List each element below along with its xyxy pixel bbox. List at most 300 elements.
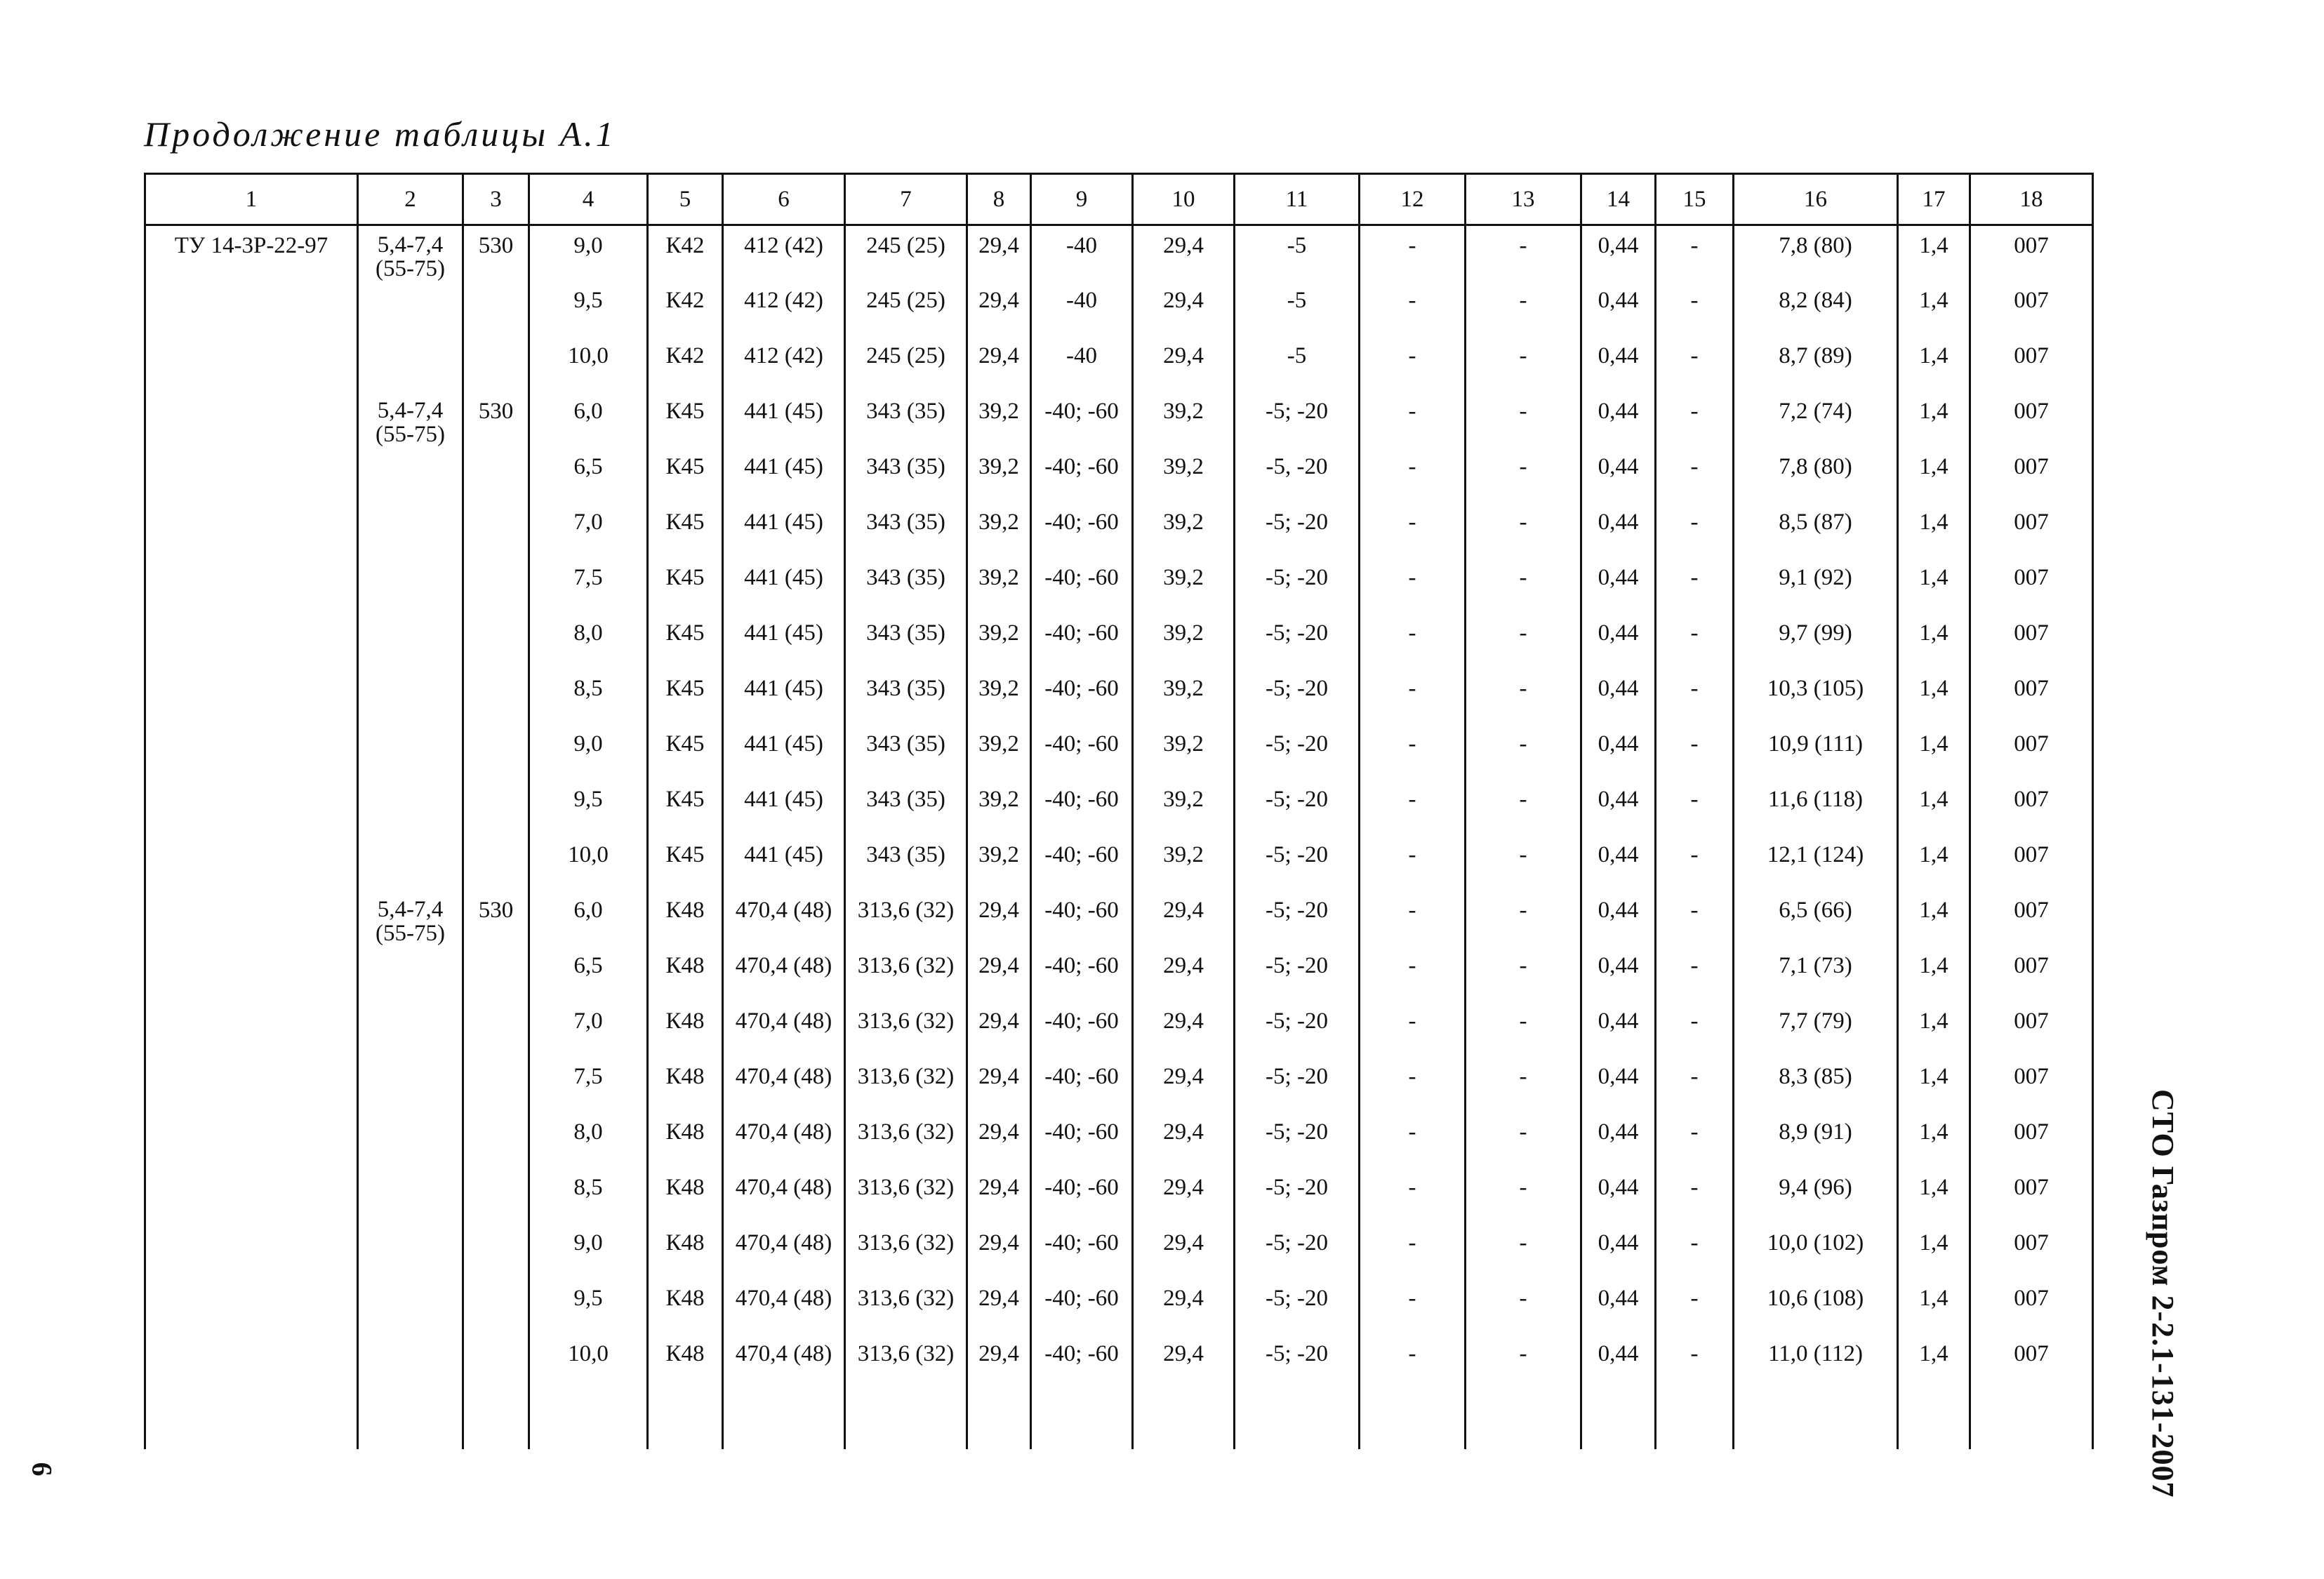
table-cell: 7,8 (80) bbox=[1734, 447, 1898, 502]
table-cell: 29,4 bbox=[1133, 1001, 1235, 1057]
table-cell: 1,4 bbox=[1898, 447, 1970, 502]
table-cell: 0,44 bbox=[1581, 835, 1656, 891]
table-cell: 29,4 bbox=[967, 946, 1031, 1001]
table-cell: 1,4 bbox=[1898, 613, 1970, 669]
table-cell: -40; -60 bbox=[1031, 1112, 1133, 1168]
table-cell: - bbox=[1466, 281, 1581, 336]
column-header: 16 bbox=[1734, 174, 1898, 225]
table-cell: 29,4 bbox=[1133, 1279, 1235, 1334]
table-cell: - bbox=[1360, 392, 1466, 447]
table-cell: 245 (25) bbox=[845, 281, 967, 336]
table-cell: 441 (45) bbox=[723, 558, 845, 613]
table-cell: - bbox=[1656, 1334, 1734, 1390]
table-cell: 0,44 bbox=[1581, 225, 1656, 281]
table-cell: - bbox=[1466, 447, 1581, 502]
table-cell: 29,4 bbox=[967, 336, 1031, 392]
table-cell: 313,6 (32) bbox=[845, 1057, 967, 1112]
table-cell: 470,4 (48) bbox=[723, 891, 845, 946]
table-cell: 29,4 bbox=[967, 1223, 1031, 1279]
table-cell: - bbox=[1656, 1279, 1734, 1334]
table-cell: -5; -20 bbox=[1235, 835, 1360, 891]
table-cell: 1,4 bbox=[1898, 502, 1970, 558]
table-cell: 39,2 bbox=[1133, 780, 1235, 835]
table-cell: - bbox=[1656, 281, 1734, 336]
table-cell: 0,44 bbox=[1581, 1057, 1656, 1112]
table-cell: 1,4 bbox=[1898, 835, 1970, 891]
table-cell: - bbox=[1466, 1334, 1581, 1390]
page-number: 6 bbox=[26, 1462, 58, 1477]
table-cell: -40; -60 bbox=[1031, 1168, 1133, 1223]
table-cell: - bbox=[1466, 780, 1581, 835]
table-cell: - bbox=[1360, 669, 1466, 724]
table-cell: -40; -60 bbox=[1031, 1057, 1133, 1112]
table-cell: -5; -20 bbox=[1235, 669, 1360, 724]
table-cell: 007 bbox=[1970, 1112, 2093, 1168]
table-cell: 1,4 bbox=[1898, 669, 1970, 724]
table-cell: 29,4 bbox=[1133, 1057, 1235, 1112]
table-cell: К45 bbox=[648, 502, 723, 558]
table-cell: -5; -20 bbox=[1235, 1057, 1360, 1112]
table-cell: -40; -60 bbox=[1031, 613, 1133, 669]
table-cell: -5; -20 bbox=[1235, 613, 1360, 669]
table-cell: 007 bbox=[1970, 1168, 2093, 1223]
table-cell: -40; -60 bbox=[1031, 558, 1133, 613]
table-cell: 29,4 bbox=[1133, 1223, 1235, 1279]
table-cell: - bbox=[1360, 780, 1466, 835]
table-body bbox=[145, 225, 2093, 1449]
table-cell: 29,4 bbox=[1133, 1112, 1235, 1168]
table-cell: -40 bbox=[1031, 225, 1133, 281]
table-cell: 39,2 bbox=[1133, 502, 1235, 558]
table-cell: - bbox=[1360, 502, 1466, 558]
table-cell: 11,6 (118) bbox=[1734, 780, 1898, 835]
table-cell: 7,5 bbox=[529, 1057, 648, 1112]
table-cell: - bbox=[1656, 558, 1734, 613]
table-cell: 9,5 bbox=[529, 780, 648, 835]
table-cell: -40; -60 bbox=[1031, 946, 1133, 1001]
table-cell: -5; -20 bbox=[1235, 392, 1360, 447]
table-cell: 470,4 (48) bbox=[723, 946, 845, 1001]
table-cell: -5; -20 bbox=[1235, 724, 1360, 780]
table-cell: 10,0 bbox=[529, 336, 648, 392]
table-cell: - bbox=[1656, 613, 1734, 669]
table-cell: 007 bbox=[1970, 835, 2093, 891]
table-cell: К48 bbox=[648, 1223, 723, 1279]
table-cell: 470,4 (48) bbox=[723, 1001, 845, 1057]
table-cell: 343 (35) bbox=[845, 669, 967, 724]
table-cell: 39,2 bbox=[1133, 724, 1235, 780]
header-row bbox=[145, 174, 2093, 225]
table-cell: -40; -60 bbox=[1031, 1223, 1133, 1279]
table-cell: 0,44 bbox=[1581, 281, 1656, 336]
table-cell: - bbox=[1656, 336, 1734, 392]
table-cell: 29,4 bbox=[967, 225, 1031, 281]
table-cell: 8,0 bbox=[529, 613, 648, 669]
table-cell: - bbox=[1360, 946, 1466, 1001]
empty-cell bbox=[845, 1390, 967, 1449]
table-cell: - bbox=[1466, 1112, 1581, 1168]
table-cell: 0,44 bbox=[1581, 1112, 1656, 1168]
table-cell: - bbox=[1466, 558, 1581, 613]
column-header: 1 bbox=[145, 174, 358, 225]
table-cell: 1,4 bbox=[1898, 281, 1970, 336]
empty-cell bbox=[1734, 1390, 1898, 1449]
table-cell: 8,9 (91) bbox=[1734, 1112, 1898, 1168]
table-cell: 10,0 (102) bbox=[1734, 1223, 1898, 1279]
table-cell: 0,44 bbox=[1581, 1001, 1656, 1057]
table-cell: 9,5 bbox=[529, 281, 648, 336]
table-cell: 313,6 (32) bbox=[845, 1223, 967, 1279]
table-cell: - bbox=[1360, 613, 1466, 669]
column-header: 2 bbox=[358, 174, 463, 225]
table-cell: К45 bbox=[648, 558, 723, 613]
table-cell: 39,2 bbox=[967, 835, 1031, 891]
table-cell: 245 (25) bbox=[845, 225, 967, 281]
column-header: 8 bbox=[967, 174, 1031, 225]
table-cell: К45 bbox=[648, 447, 723, 502]
table-cell: 6,0 bbox=[529, 392, 648, 447]
table-cell: - bbox=[1466, 613, 1581, 669]
table-cell: 29,4 bbox=[967, 1001, 1031, 1057]
table-cell: -40; -60 bbox=[1031, 780, 1133, 835]
table-cell: 007 bbox=[1970, 613, 2093, 669]
table-cell: -40 bbox=[1031, 281, 1133, 336]
table-row bbox=[145, 225, 2093, 281]
table-cell: 7,5 bbox=[529, 558, 648, 613]
table-cell: 007 bbox=[1970, 336, 2093, 392]
data-table-container bbox=[144, 173, 2094, 1449]
table-cell: 412 (42) bbox=[723, 336, 845, 392]
table-cell: - bbox=[1656, 780, 1734, 835]
table-cell: К48 bbox=[648, 1334, 723, 1390]
column-header: 3 bbox=[463, 174, 529, 225]
table-cell: - bbox=[1360, 447, 1466, 502]
table-cell: 39,2 bbox=[967, 780, 1031, 835]
table-cell: - bbox=[1656, 502, 1734, 558]
table-cell: 412 (42) bbox=[723, 281, 845, 336]
table-cell: -40; -60 bbox=[1031, 1279, 1133, 1334]
table-cell: 29,4 bbox=[1133, 891, 1235, 946]
table-cell: 441 (45) bbox=[723, 724, 845, 780]
diameter-cell: 530 bbox=[463, 891, 529, 1449]
table-cell: -5; -20 bbox=[1235, 1334, 1360, 1390]
table-cell: К45 bbox=[648, 780, 723, 835]
table-cell: - bbox=[1360, 1168, 1466, 1223]
table-cell: - bbox=[1656, 447, 1734, 502]
table-cell: - bbox=[1656, 724, 1734, 780]
table-cell: - bbox=[1360, 724, 1466, 780]
column-header: 15 bbox=[1656, 174, 1734, 225]
table-cell: 0,44 bbox=[1581, 392, 1656, 447]
table-cell: - bbox=[1360, 1001, 1466, 1057]
empty-cell bbox=[1235, 1390, 1360, 1449]
column-header: 18 bbox=[1970, 174, 2093, 225]
table-cell: К48 bbox=[648, 946, 723, 1001]
table-cell: - bbox=[1360, 225, 1466, 281]
table-cell: 29,4 bbox=[967, 1112, 1031, 1168]
table-cell: - bbox=[1466, 835, 1581, 891]
table-cell: 1,4 bbox=[1898, 1057, 1970, 1112]
table-cell: К45 bbox=[648, 613, 723, 669]
table-cell: 1,4 bbox=[1898, 724, 1970, 780]
table-cell: 39,2 bbox=[967, 669, 1031, 724]
table-cell: К48 bbox=[648, 1279, 723, 1334]
table-cell: 343 (35) bbox=[845, 613, 967, 669]
table-cell: 29,4 bbox=[1133, 946, 1235, 1001]
table-cell: 39,2 bbox=[1133, 613, 1235, 669]
document-code: СТО Газпром 2-2.1-131-2007 bbox=[2146, 1089, 2180, 1498]
column-header: 5 bbox=[648, 174, 723, 225]
table-cell: 470,4 (48) bbox=[723, 1223, 845, 1279]
table-cell: 007 bbox=[1970, 281, 2093, 336]
table-cell: 0,44 bbox=[1581, 447, 1656, 502]
table-cell: 1,4 bbox=[1898, 558, 1970, 613]
table-cell: 1,4 bbox=[1898, 780, 1970, 835]
table-cell: 441 (45) bbox=[723, 835, 845, 891]
table-cell: 39,2 bbox=[967, 392, 1031, 447]
empty-cell bbox=[1360, 1390, 1466, 1449]
table-cell: 10,3 (105) bbox=[1734, 669, 1898, 724]
table-cell: 39,2 bbox=[1133, 835, 1235, 891]
table-cell: 313,6 (32) bbox=[845, 1168, 967, 1223]
table-cell: 1,4 bbox=[1898, 1279, 1970, 1334]
table-cell: 10,6 (108) bbox=[1734, 1279, 1898, 1334]
table-cell: 007 bbox=[1970, 1279, 2093, 1334]
table-cell: 007 bbox=[1970, 724, 2093, 780]
table-cell: 441 (45) bbox=[723, 392, 845, 447]
table-cell: 6,5 (66) bbox=[1734, 891, 1898, 946]
table-cell: 7,0 bbox=[529, 502, 648, 558]
table-cell: -5; -20 bbox=[1235, 1001, 1360, 1057]
table-cell: - bbox=[1656, 946, 1734, 1001]
table-cell: 007 bbox=[1970, 502, 2093, 558]
table-cell: 007 bbox=[1970, 1223, 2093, 1279]
table-cell: 7,8 (80) bbox=[1734, 225, 1898, 281]
table-cell: 313,6 (32) bbox=[845, 1112, 967, 1168]
table-cell: - bbox=[1360, 1279, 1466, 1334]
table-cell: 007 bbox=[1970, 669, 2093, 724]
table-cell: 39,2 bbox=[967, 613, 1031, 669]
table-cell: 39,2 bbox=[967, 724, 1031, 780]
column-header: 9 bbox=[1031, 174, 1133, 225]
table-cell: 9,4 (96) bbox=[1734, 1168, 1898, 1223]
table-row bbox=[145, 891, 2093, 946]
table-cell: -40; -60 bbox=[1031, 392, 1133, 447]
table-cell: 0,44 bbox=[1581, 1279, 1656, 1334]
empty-cell bbox=[1898, 1390, 1970, 1449]
table-cell: 8,5 (87) bbox=[1734, 502, 1898, 558]
table-cell: - bbox=[1656, 1001, 1734, 1057]
table-cell: 9,0 bbox=[529, 1223, 648, 1279]
table-cell: - bbox=[1466, 669, 1581, 724]
column-header: 17 bbox=[1898, 174, 1970, 225]
table-cell: 1,4 bbox=[1898, 1223, 1970, 1279]
table-cell: 8,7 (89) bbox=[1734, 336, 1898, 392]
table-cell: 313,6 (32) bbox=[845, 1001, 967, 1057]
table-cell: 470,4 (48) bbox=[723, 1057, 845, 1112]
table-cell: 441 (45) bbox=[723, 447, 845, 502]
table-cell: К42 bbox=[648, 225, 723, 281]
table-cell: 7,1 (73) bbox=[1734, 946, 1898, 1001]
table-cell: -5, -20 bbox=[1235, 447, 1360, 502]
table-cell: - bbox=[1360, 1334, 1466, 1390]
table-cell: 007 bbox=[1970, 891, 2093, 946]
empty-cell bbox=[1970, 1390, 2093, 1449]
empty-cell bbox=[1133, 1390, 1235, 1449]
table-cell: 0,44 bbox=[1581, 1223, 1656, 1279]
pressure-cell: 5,4-7,4 (55-75) bbox=[358, 891, 463, 1449]
table-cell: 8,3 (85) bbox=[1734, 1057, 1898, 1112]
column-header: 4 bbox=[529, 174, 648, 225]
pressure-cell: 5,4-7,4 (55-75) bbox=[358, 392, 463, 891]
table-cell: - bbox=[1466, 1279, 1581, 1334]
table-cell: 39,2 bbox=[967, 447, 1031, 502]
table-cell: 007 bbox=[1970, 946, 2093, 1001]
table-cell: 6,5 bbox=[529, 946, 648, 1001]
table-cell: 8,5 bbox=[529, 1168, 648, 1223]
table-cell: - bbox=[1466, 724, 1581, 780]
table-cell: 313,6 (32) bbox=[845, 1334, 967, 1390]
table-cell: 10,0 bbox=[529, 835, 648, 891]
table-cell: 007 bbox=[1970, 447, 2093, 502]
table-cell: - bbox=[1466, 1168, 1581, 1223]
empty-cell bbox=[529, 1390, 648, 1449]
table-cell: -5; -20 bbox=[1235, 558, 1360, 613]
table-cell: - bbox=[1360, 281, 1466, 336]
table-cell: 343 (35) bbox=[845, 835, 967, 891]
table-cell: 11,0 (112) bbox=[1734, 1334, 1898, 1390]
table-cell: 29,4 bbox=[967, 1334, 1031, 1390]
table-cell: 007 bbox=[1970, 558, 2093, 613]
table-cell: -40; -60 bbox=[1031, 669, 1133, 724]
table-cell: -5 bbox=[1235, 225, 1360, 281]
table-cell: - bbox=[1656, 225, 1734, 281]
table-cell: 0,44 bbox=[1581, 502, 1656, 558]
table-cell: - bbox=[1466, 336, 1581, 392]
table-cell: -5; -20 bbox=[1235, 1112, 1360, 1168]
table-cell: К42 bbox=[648, 281, 723, 336]
table-cell: 29,4 bbox=[1133, 1168, 1235, 1223]
table-cell: 9,0 bbox=[529, 225, 648, 281]
table-cell: 470,4 (48) bbox=[723, 1168, 845, 1223]
table-cell: - bbox=[1466, 1001, 1581, 1057]
table-cell: 0,44 bbox=[1581, 558, 1656, 613]
table-cell: К45 bbox=[648, 724, 723, 780]
table-cell: - bbox=[1656, 1223, 1734, 1279]
table-cell: 441 (45) bbox=[723, 780, 845, 835]
table-cell: - bbox=[1360, 1223, 1466, 1279]
table-cell: 1,4 bbox=[1898, 225, 1970, 281]
table-cell: 8,2 (84) bbox=[1734, 281, 1898, 336]
table-cell: 29,4 bbox=[967, 1279, 1031, 1334]
table-cell: -5; -20 bbox=[1235, 780, 1360, 835]
data-table bbox=[144, 173, 2094, 1449]
empty-cell bbox=[1581, 1390, 1656, 1449]
table-cell: - bbox=[1360, 891, 1466, 946]
table-cell: - bbox=[1466, 225, 1581, 281]
empty-cell bbox=[1466, 1390, 1581, 1449]
table-cell: 39,2 bbox=[1133, 558, 1235, 613]
table-cell: - bbox=[1656, 1057, 1734, 1112]
column-header: 10 bbox=[1133, 174, 1235, 225]
table-cell: -5; -20 bbox=[1235, 1223, 1360, 1279]
table-cell: - bbox=[1360, 835, 1466, 891]
table-cell: - bbox=[1656, 1168, 1734, 1223]
table-cell: 29,4 bbox=[967, 1168, 1031, 1223]
table-cell: -5; -20 bbox=[1235, 502, 1360, 558]
table-cell: 007 bbox=[1970, 392, 2093, 447]
table-cell: 441 (45) bbox=[723, 613, 845, 669]
table-cell: 10,9 (111) bbox=[1734, 724, 1898, 780]
table-cell: 39,2 bbox=[967, 558, 1031, 613]
table-cell: - bbox=[1656, 891, 1734, 946]
table-cell: 0,44 bbox=[1581, 613, 1656, 669]
diameter-cell: 530 bbox=[463, 392, 529, 891]
table-cell: 007 bbox=[1970, 1334, 2093, 1390]
table-cell: 1,4 bbox=[1898, 1168, 1970, 1223]
table-cell: 313,6 (32) bbox=[845, 1279, 967, 1334]
table-cell: К48 bbox=[648, 1057, 723, 1112]
table-cell: 313,6 (32) bbox=[845, 946, 967, 1001]
table-cell: 0,44 bbox=[1581, 780, 1656, 835]
table-cell: - bbox=[1656, 1112, 1734, 1168]
table-cell: К45 bbox=[648, 392, 723, 447]
column-header: 7 bbox=[845, 174, 967, 225]
table-cell: 9,5 bbox=[529, 1279, 648, 1334]
table-cell: 343 (35) bbox=[845, 558, 967, 613]
table-cell: 8,0 bbox=[529, 1112, 648, 1168]
table-cell: 39,2 bbox=[1133, 447, 1235, 502]
table-cell: - bbox=[1466, 1057, 1581, 1112]
table-cell: 007 bbox=[1970, 1057, 2093, 1112]
table-cell: - bbox=[1466, 392, 1581, 447]
table-cell: 1,4 bbox=[1898, 336, 1970, 392]
table-cell: - bbox=[1656, 669, 1734, 724]
table-cell: 29,4 bbox=[967, 1057, 1031, 1112]
table-cell: -40; -60 bbox=[1031, 1334, 1133, 1390]
table-cell: 441 (45) bbox=[723, 669, 845, 724]
table-cell: 12,1 (124) bbox=[1734, 835, 1898, 891]
table-cell: - bbox=[1360, 336, 1466, 392]
table-cell: 6,0 bbox=[529, 891, 648, 946]
table-cell: 007 bbox=[1970, 225, 2093, 281]
spec-cell: ТУ 14-3Р-22-97 bbox=[145, 225, 358, 1449]
table-cell: -40; -60 bbox=[1031, 835, 1133, 891]
table-cell: -5 bbox=[1235, 336, 1360, 392]
table-cell: -40 bbox=[1031, 336, 1133, 392]
column-header: 13 bbox=[1466, 174, 1581, 225]
table-cell: К48 bbox=[648, 1168, 723, 1223]
table-cell: - bbox=[1466, 1223, 1581, 1279]
table-cell: К48 bbox=[648, 891, 723, 946]
column-header: 6 bbox=[723, 174, 845, 225]
table-cell: 29,4 bbox=[1133, 281, 1235, 336]
table-cell: 0,44 bbox=[1581, 1168, 1656, 1223]
table-cell: -5 bbox=[1235, 281, 1360, 336]
column-header: 14 bbox=[1581, 174, 1656, 225]
empty-cell bbox=[648, 1390, 723, 1449]
table-cell: 1,4 bbox=[1898, 891, 1970, 946]
table-cell: К45 bbox=[648, 835, 723, 891]
empty-cell bbox=[967, 1390, 1031, 1449]
table-cell: 7,0 bbox=[529, 1001, 648, 1057]
column-header: 12 bbox=[1360, 174, 1466, 225]
table-cell: 9,0 bbox=[529, 724, 648, 780]
table-cell: - bbox=[1466, 891, 1581, 946]
table-cell: 6,5 bbox=[529, 447, 648, 502]
table-cell: 1,4 bbox=[1898, 1001, 1970, 1057]
table-cell: 0,44 bbox=[1581, 946, 1656, 1001]
